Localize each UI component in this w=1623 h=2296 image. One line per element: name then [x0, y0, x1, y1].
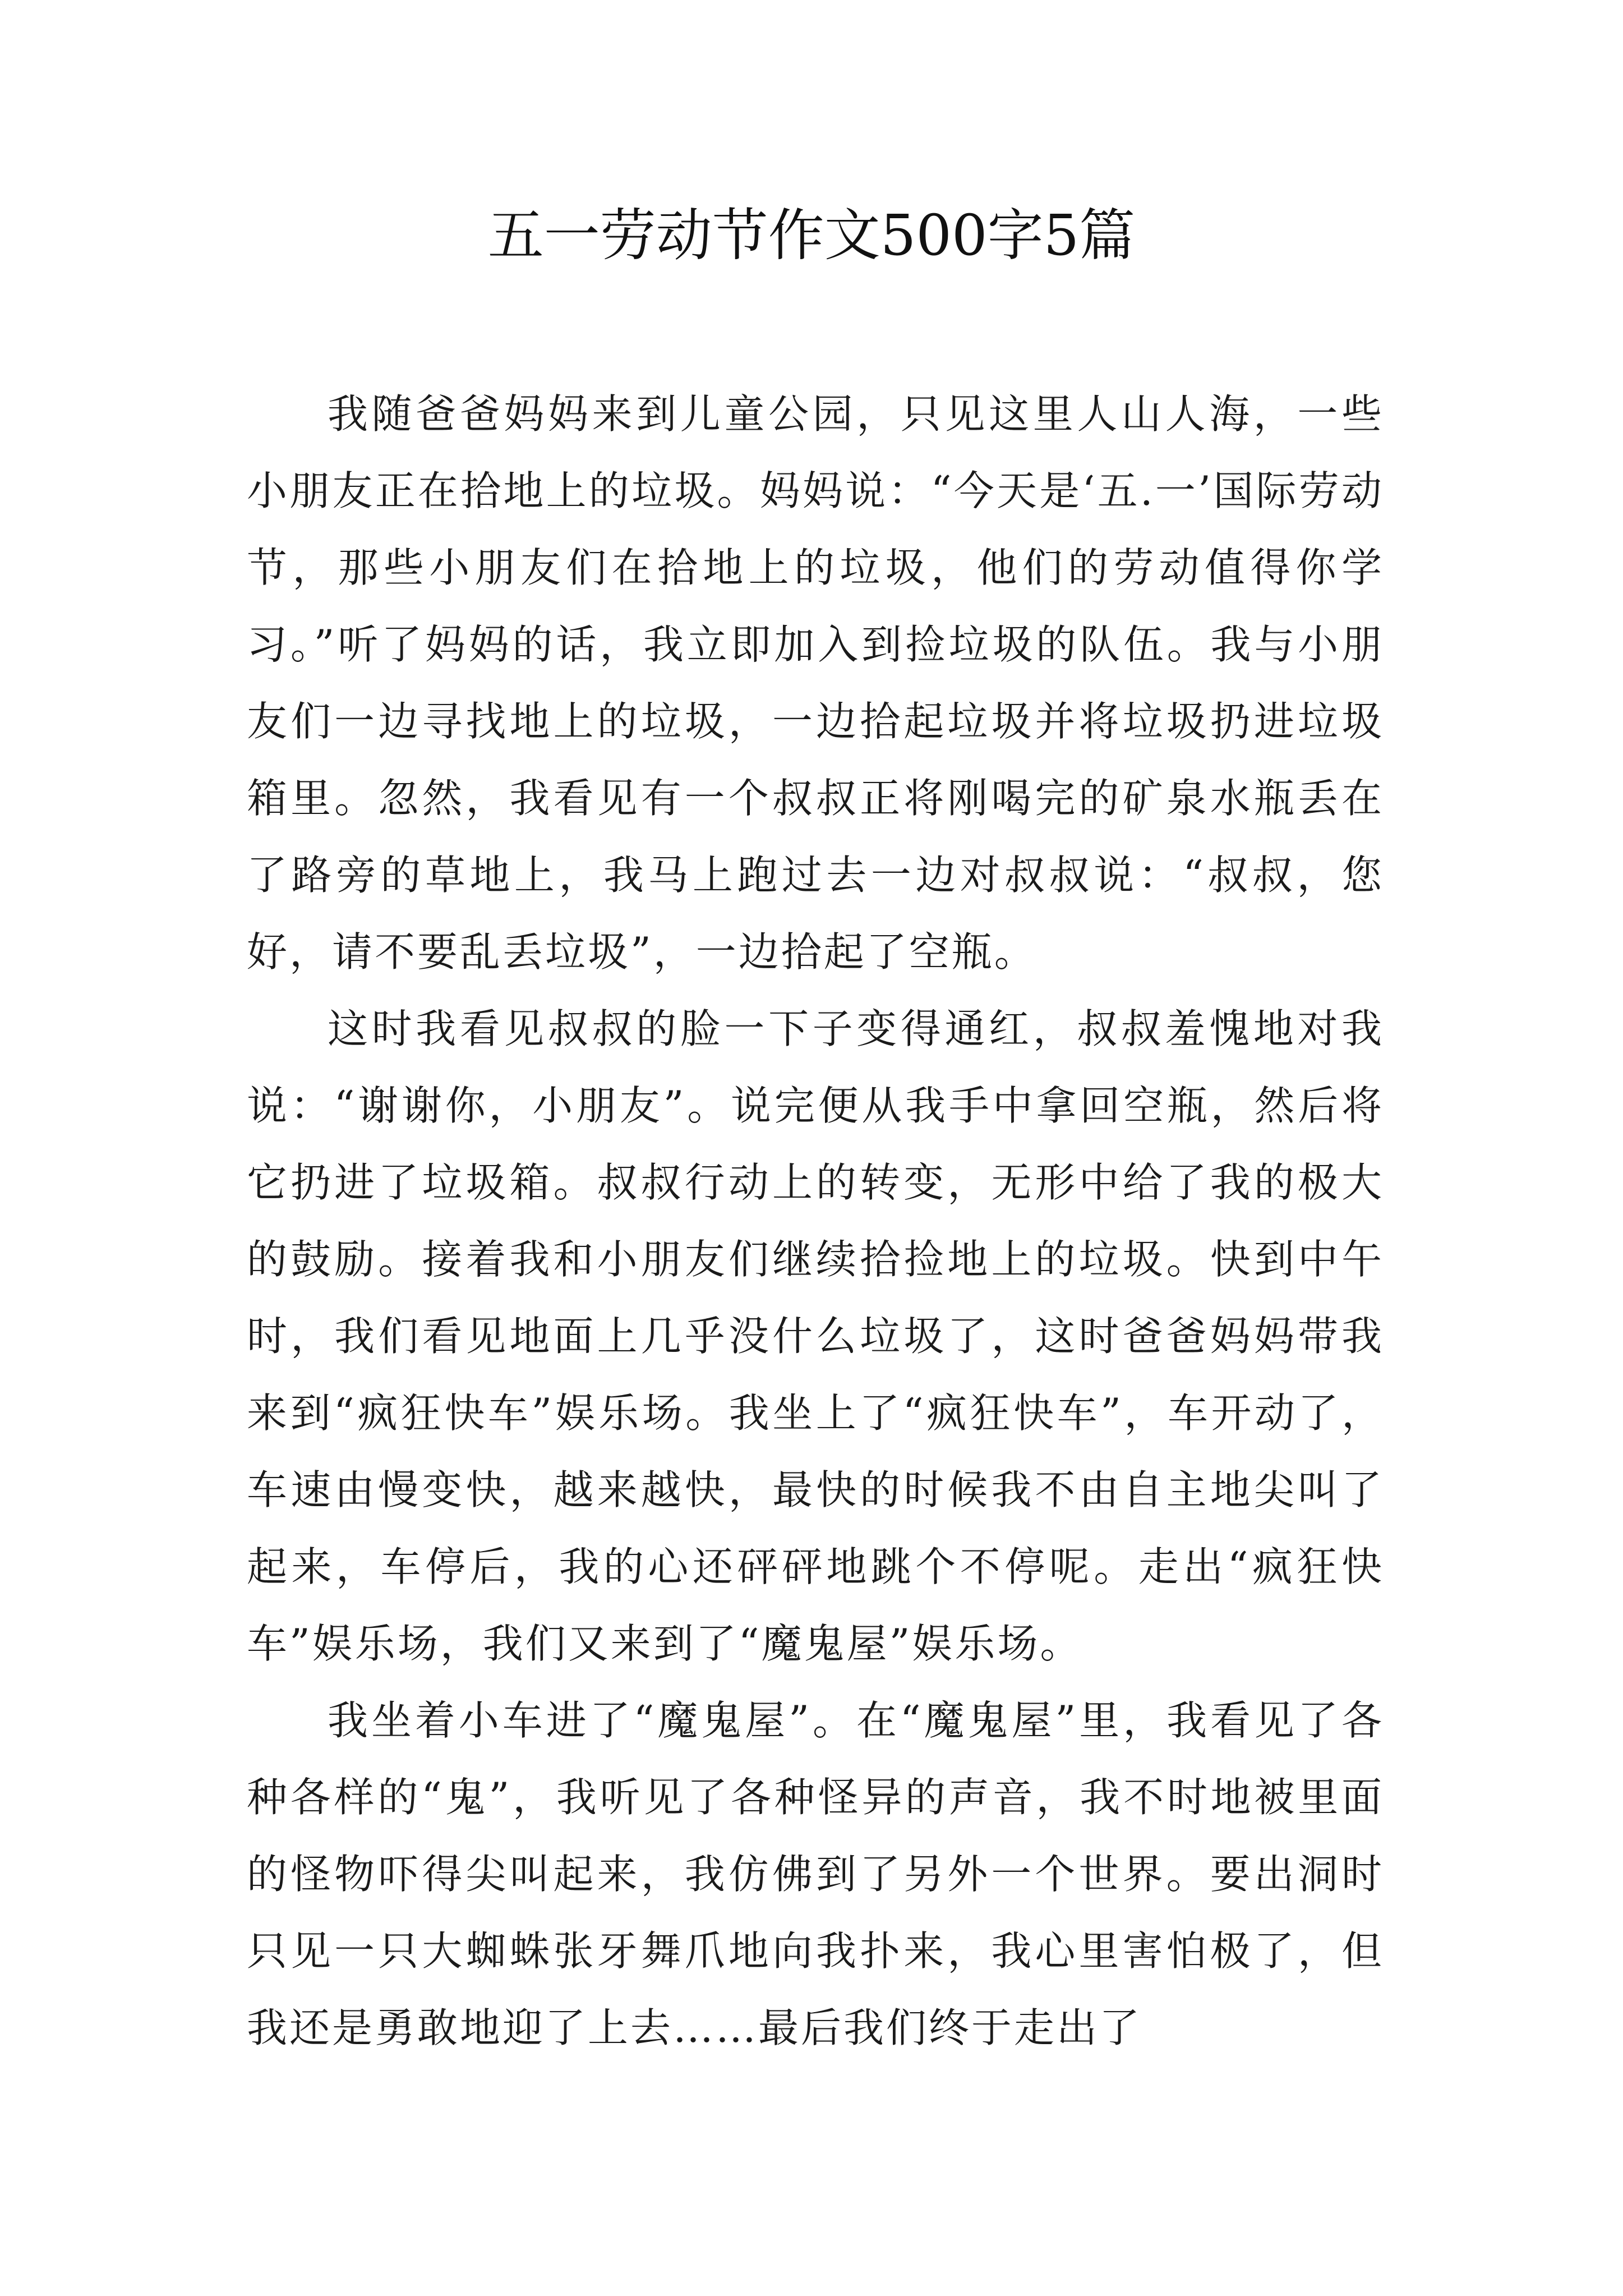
paragraph-2: 这时我看见叔叔的脸一下子变得通红，叔叔羞愧地对我说：“谢谢你，小朋友”。说完便从我手中拿回空瓶，然后将它扔进了垃圾箱。叔叔行动上的转变，无形中给了我的极大的鼓励。接着我和小朋友们继续拾捡地上的垃圾。快到中午时，我们看见地面上几乎没什么垃圾了，这时爸爸妈妈带我来到“疯狂快车”娱乐场。我坐上了“疯狂快车”，车开动了，车速由慢变快，越来越快，最快的时候我不由自主地尖叫了起来，车停后，我的心还砰砰地跳个不停呢。走出“疯狂快车”娱乐场，我们又来到了“魔鬼屋”娱乐场。 [247, 1005, 1384, 1667]
paragraph-3: 我坐着小车进了“魔鬼屋”。在“魔鬼屋”里，我看见了各种各样的“鬼”，我听见了各种怪异的声音，我不时地被里面的怪物吓得尖叫起来，我仿佛到了另外一个世界。要出洞时只见一只大蜘蛛张牙舞爪地向我扑来，我心里害怕极了，但我还是勇敢地迎了上去……最后我们终于走出了 [247, 1697, 1384, 2051]
paragraph-1: 我随爸爸妈妈来到儿童公园，只见这里人山人海，一些小朋友正在拾地上的垃圾。妈妈说：“今天是‘五.一’国际劳动节，那些小朋友们在拾地上的垃圾，他们的劳动值得你学习。”听了妈妈的话，我立即加入到捡垃圾的队伍。我与小朋友们一边寻找地上的垃圾，一边拾起垃圾并将垃圾扔进垃圾箱里。忽然，我看见有一个叔叔正将刚喝完的矿泉水瓶丢在了路旁的草地上，我马上跑过去一边对叔叔说：“叔叔，您好，请不要乱丢垃圾”，一边拾起了空瓶。 [247, 390, 1384, 976]
document-title: 五一劳动节作文500字5篇 [487, 203, 1136, 268]
document-body [247, 376, 1384, 2067]
